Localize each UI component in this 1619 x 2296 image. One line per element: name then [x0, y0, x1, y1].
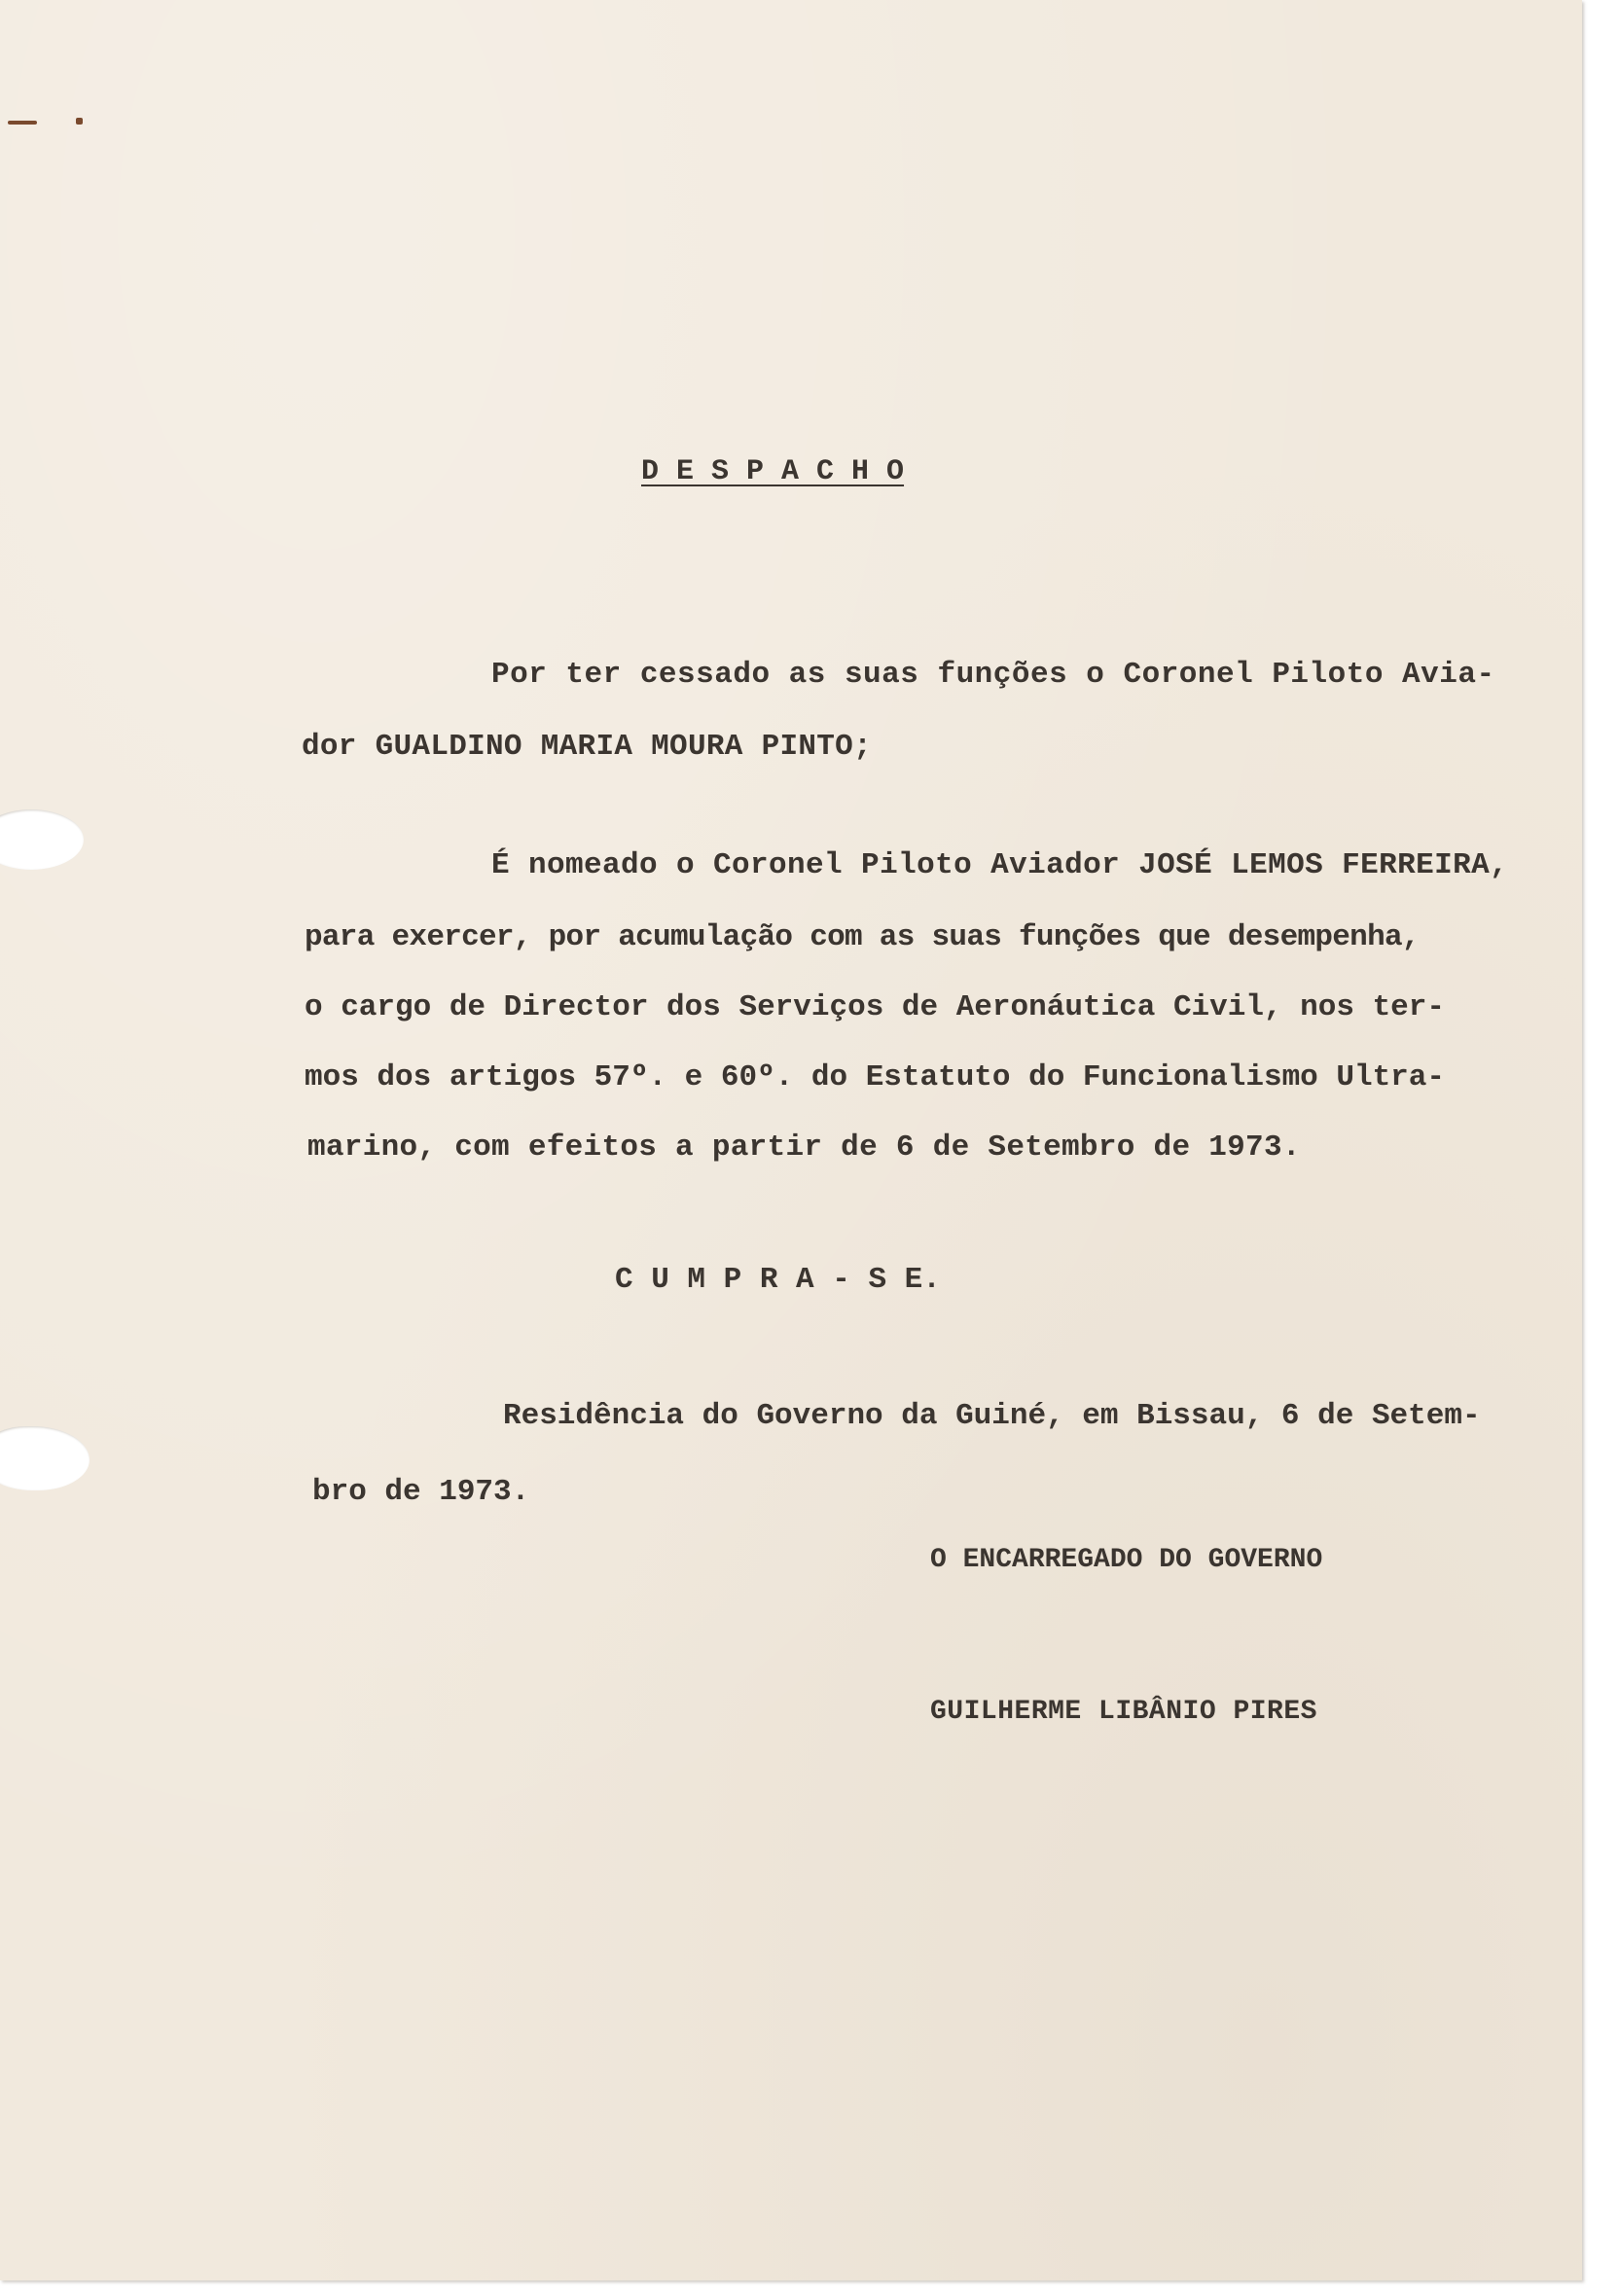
paragraph-1-line-1: Por ter cessado as suas funções o Coronel Piloto Avia-	[491, 658, 1495, 692]
cumpra-se: C U M P R A - S E.	[615, 1263, 941, 1297]
punch-hole	[0, 1426, 90, 1490]
paragraph-2-line-3: o cargo de Director dos Serviços de Aeronáutica Civil, nos ter-	[305, 990, 1445, 1024]
paragraph-2-line-2: para exercer, por acumulação com as suas funções que desempenha,	[305, 920, 1420, 954]
document-title: D E S P A C H O	[641, 455, 905, 488]
paragraph-2-line-4: mos dos artigos 57º. e 60º. do Estatuto do Funcionalismo Ultra-	[305, 1060, 1445, 1094]
paragraph-2-line-5: marino, com efeitos a partir de 6 de Setembro de 1973.	[307, 1130, 1301, 1165]
ink-speck	[8, 121, 37, 125]
paragraph-3-line-1: Residência do Governo da Guiné, em Bissau, 6 de Setem-	[503, 1399, 1481, 1433]
paragraph-1-line-2: dor GUALDINO MARIA MOURA PINTO;	[302, 730, 872, 764]
signature-title: O ENCARREGADO DO GOVERNO	[930, 1545, 1323, 1575]
paragraph-2-line-1: É nomeado o Coronel Piloto Aviador JOSÉ LEMOS FERREIRA,	[491, 848, 1509, 882]
paragraph-3-line-2: bro de 1973.	[312, 1475, 530, 1509]
punch-hole	[0, 809, 84, 870]
signature-name: GUILHERME LIBÂNIO PIRES	[930, 1697, 1317, 1727]
ink-speck	[76, 118, 83, 125]
